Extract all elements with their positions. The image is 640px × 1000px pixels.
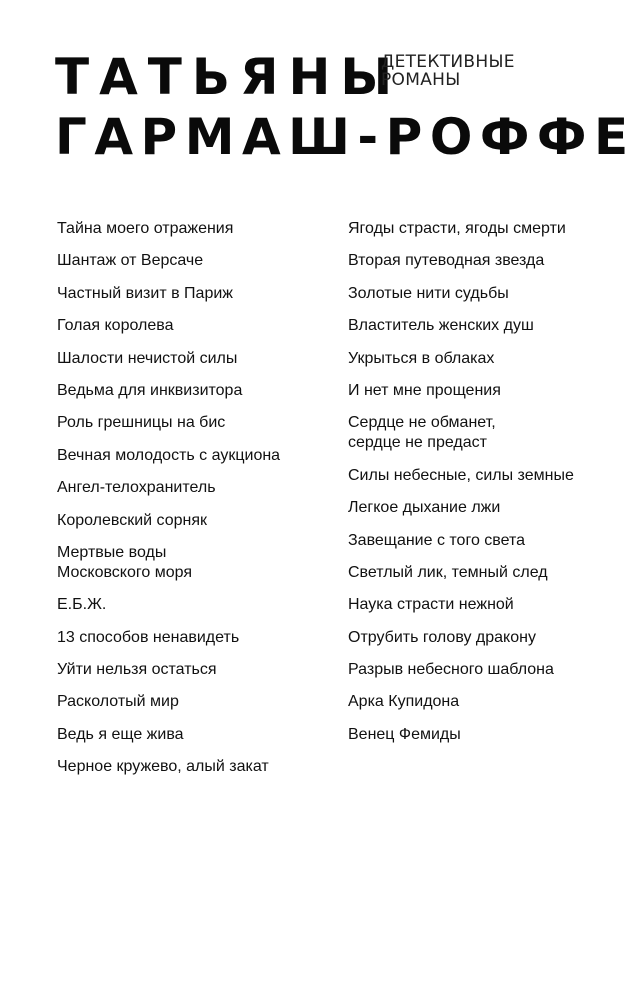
- book-title: Мертвые воды Московского моря: [57, 543, 192, 581]
- book-title: Легкое дыхание лжи: [348, 499, 501, 517]
- book-title: Королевский сорняк: [57, 511, 208, 529]
- book-title: Отрубить голову дракону: [348, 628, 536, 646]
- book-title: Вторая путеводная звезда: [348, 252, 545, 270]
- book-title: Силы небесные, силы земные: [348, 466, 574, 484]
- book-title: Расколотый мир: [57, 693, 179, 711]
- book-title: Ведьма для инквизитора: [57, 381, 243, 399]
- book-list-left: [57, 219, 280, 790]
- book-title: Вечная молодость с аукциона: [57, 446, 281, 464]
- book-title: Тайна моего отражения: [57, 220, 234, 237]
- author-first-name: ТАТЬЯНЫ: [55, 48, 403, 106]
- book-title: Завещание с того света: [348, 531, 526, 549]
- book-title: Ягоды страсти, ягоды смерти: [348, 220, 566, 237]
- series-label-line2: РОМАНЫ: [381, 70, 461, 90]
- book-title: Властитель женских душ: [348, 317, 534, 335]
- book-list-right: [348, 219, 574, 757]
- book-title: И нет мне прощения: [348, 381, 501, 399]
- book-title: Шантаж от Версаче: [57, 252, 204, 270]
- book-title: Уйти нельзя остаться: [57, 661, 217, 679]
- book-title: Светлый лик, темный след: [348, 563, 548, 581]
- book-title: Ведь я еще жива: [57, 725, 184, 743]
- book-title: Ангел-телохранитель: [57, 479, 216, 497]
- book-title: Черное кружево, алый закат: [57, 758, 269, 776]
- author-last-name: ГАРМАШ-РОФФЕ: [55, 108, 636, 166]
- book-title: Укрыться в облаках: [348, 349, 495, 367]
- book-title: Арка Купидона: [348, 693, 460, 711]
- book-title: Венец Фемиды: [348, 725, 461, 743]
- book-title: Частный визит в Париж: [57, 284, 233, 302]
- book-title: Роль грешницы на бис: [57, 414, 226, 432]
- book-title: Е.Б.Ж.: [57, 596, 107, 614]
- book-title: 13 способов ненавидеть: [57, 628, 240, 646]
- book-title: Наука страсти нежной: [348, 596, 514, 614]
- series-label: [381, 53, 515, 89]
- book-title: Разрыв небесного шаблона: [348, 661, 554, 679]
- book-title: Золотые нити судьбы: [348, 284, 509, 302]
- book-title: Сердце не обманет, сердце не предаст: [348, 414, 496, 452]
- book-title: Шалости нечистой силы: [57, 349, 238, 367]
- series-label-line1: ДЕТЕКТИВНЫЕ: [381, 52, 515, 72]
- book-title: Голая королева: [57, 317, 174, 335]
